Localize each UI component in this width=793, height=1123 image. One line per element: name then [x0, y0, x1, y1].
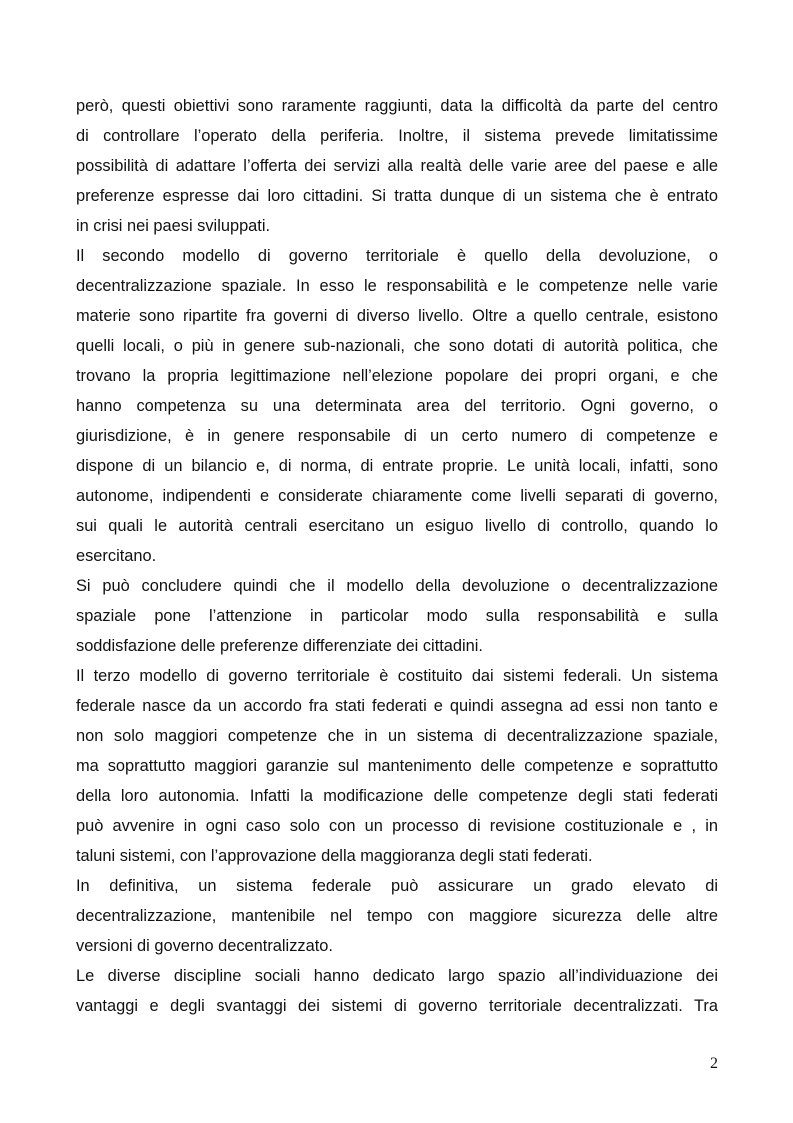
text-line: giurisdizione, è in genere responsabile di un certo numero di competenze e [76, 427, 718, 445]
text-line: Il secondo modello di governo territoriale è quello della devoluzione, o [76, 247, 718, 265]
text-line: versioni di governo decentralizzato. [76, 937, 333, 955]
text-line: In definitiva, un sistema federale può assicurare un grado elevato di [76, 877, 718, 895]
text-line: materie sono ripartite fra governi di diverso livello. Oltre a quello centrale, esistono [76, 307, 718, 325]
body-text [76, 91, 718, 1021]
text-line: trovano la propria legittimazione nell’elezione popolare dei propri organi, e che [76, 367, 718, 385]
text-line: soddisfazione delle preferenze differenziate dei cittadini. [76, 637, 483, 655]
text-line: Il terzo modello di governo territoriale è costituito dai sistemi federali. Un sistema [76, 667, 718, 685]
text-line: non solo maggiori competenze che in un sistema di decentralizzazione spaziale, [76, 727, 718, 745]
text-line: decentralizzazione spaziale. In esso le responsabilità e le competenze nelle varie [76, 277, 718, 295]
text-line: possibilità di adattare l’offerta dei servizi alla realtà delle varie aree del paese e alle [76, 157, 718, 175]
text-line: autonome, indipendenti e considerate chiaramente come livelli separati di governo, [76, 487, 718, 505]
text-line: esercitano. [76, 547, 157, 565]
text-line: hanno competenza su una determinata area del territorio. Ogni governo, o [76, 397, 718, 415]
text-line: però, questi obiettivi sono raramente raggiunti, data la difficoltà da parte del centro [76, 97, 718, 115]
text-line: dispone di un bilancio e, di norma, di entrate proprie. Le unità locali, infatti, sono [76, 457, 718, 475]
text-line: Le diverse discipline sociali hanno dedicato largo spazio all’individuazione dei [76, 967, 718, 985]
text-line: decentralizzazione, mantenibile nel tempo con maggiore sicurezza delle altre [76, 907, 718, 925]
text-line: federale nasce da un accordo fra stati federati e quindi assegna ad essi non tanto e [76, 697, 718, 715]
text-line: in crisi nei paesi sviluppati. [76, 217, 271, 235]
text-line: di controllare l’operato della periferia. Inoltre, il sistema prevede limitatissime [76, 127, 718, 145]
text-line: sui quali le autorità centrali esercitano un esiguo livello di controllo, quando lo [76, 517, 718, 535]
text-line: quelli locali, o più in genere sub-nazionali, che sono dotati di autorità politica, che [76, 337, 718, 355]
text-line: spaziale pone l’attenzione in particolar modo sulla responsabilità e sulla [76, 607, 718, 625]
page-number: 2 [710, 1055, 718, 1072]
text-line: vantaggi e degli svantaggi dei sistemi di governo territoriale decentralizzati. Tra [76, 997, 718, 1015]
text-line: preferenze espresse dai loro cittadini. Si tratta dunque di un sistema che è entrato [76, 187, 718, 205]
text-line: può avvenire in ogni caso solo con un processo di revisione costituzionale e , in [76, 817, 718, 835]
text-line: taluni sistemi, con l’approvazione della maggioranza degli stati federati. [76, 847, 593, 865]
text-line: Si può concludere quindi che il modello della devoluzione o decentralizzazione [76, 577, 718, 595]
text-line: della loro autonomia. Infatti la modificazione delle competenze degli stati federati [76, 787, 718, 805]
text-line: ma soprattutto maggiori garanzie sul mantenimento delle competenze e soprattutto [76, 757, 718, 775]
